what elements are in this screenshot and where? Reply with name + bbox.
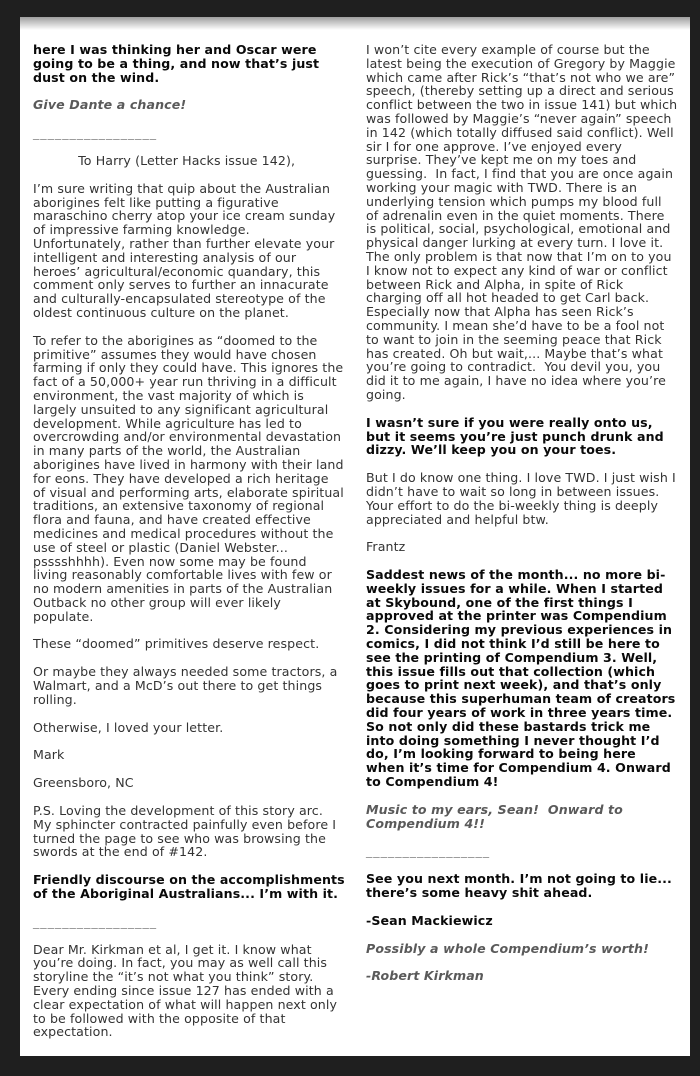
kirkman-signature: -Robert Kirkman: [366, 968, 484, 984]
editor-response-text: Friendly discourse on the accomplishments of the Aboriginal Australians... I’m with it.: [33, 872, 350, 902]
section-divider: _________________: [33, 913, 158, 929]
letter-text: These “doomed” primitives deserve respect.: [33, 636, 320, 652]
section-divider: _________________: [366, 843, 491, 859]
editor-response-text: I wasn’t sure if you were really onto us, but it seems you’re just punch drunk and dizzy. We’ll keep you on your toes.: [366, 414, 669, 458]
letter-text: Dear Mr. Kirkman et al, I get it. I know what you’re doing. In fact, you may as well call this storyline the “it’s not what you think” story. Every ending since issue 127 has ended with a clear expectation of what will happen next only to be followed with the opposite of that expectation.: [33, 941, 342, 1040]
letter-signature: Mark: [33, 747, 65, 763]
letter-postscript: P.S. Loving the development of this story arc. My sphincter contracted painfully even before I turned the page to see who was browsing the swords at the end of #142.: [33, 803, 341, 860]
right-column: [366, 42, 682, 1053]
editor-news-text: Saddest news of the month... no more bi-weekly issues for a while. When I started at Skybound, one of the first things I approved at the printer was Compendium 2. Considering my previous experiences in comics, I did not think I’d still be here to see the printing of Compendium 3. Well, this issue fills out that collection (which goes to print next week), and that’s only because this superhuman team of creators did four years of work in three years time. So not only did these bastards trick me into doing something I never thought I’d do, I’m looking forward to being here when it’s time for Compendium 4. Onward to Compendium 4!: [366, 567, 680, 790]
letter-salutation: To Harry (Letter Hacks issue 142),: [78, 152, 296, 168]
editor-response-text: here I was thinking her and Oscar were going to be a thing, and now that’s just dust on the wind.: [33, 42, 324, 85]
letter-text: Or maybe they always needed some tractors, a Walmart, and a McD’s out there to get things rolling.: [33, 664, 342, 707]
letter-text: But I do know one thing. I love TWD. I just wish I didn’t have to wait so long in between issues. Your effort to do the bi-weekly thing is deeply appreciated and helpful btw.: [366, 470, 680, 527]
letter-signature: Frantz: [366, 539, 406, 555]
letter-text: To refer to the aborigines as “doomed to the primitive” assumes they would have chosen farming if only they could have. This ignores the fact of a 50,000+ year run thriving in a difficult environment, the vast majority of which is largely unsuited to any significant agricultural development. While agriculture has led to overcrowding and/or environmental devastation in many parts of the world, the Australian aborigines have lived in harmony with their land for eons. They have developed a rich heritage of visual and performing arts, elaborate spiritual traditions, an extensive taxonomy of regional flora and fauna, and have created effective medicines and medical procedures without the use of steel or plastic (Daniel Webster... psssshhhh). Even now some may be found living reasonably comfortable lives with few or no modern amenities in parts of the Australian Outback no other group will ever likely populate.: [33, 332, 348, 624]
letter-text: Otherwise, I loved your letter.: [33, 719, 224, 735]
kirkman-comment-text: Give Dante a chance!: [33, 97, 187, 113]
editor-signature: -Sean Mackiewicz: [366, 912, 493, 928]
section-divider: _________________: [33, 125, 158, 141]
left-column: [33, 42, 350, 1053]
letter-text: I’m sure writing that quip about the Australian aborigines felt like putting a figurative maraschino cherry atop your ice cream sunday of impressive farming knowledge. Unfortunately, rather than further elevate your intelligent and interesting analysis of our heroes’ agricultural/economic quandary, this comment only serves to further an innacurate and culturally-encapsulated stereotype of the oldest continuous culture on the planet.: [33, 180, 340, 320]
letter-text: I won’t cite every example of course but the latest being the execution of Gregory by Maggie which came after Rick’s “that’s not who we are” speech, (thereby setting up a direct and serious conflict between the two in issue 141) but which was followed by Maggie’s “never again” speech in 142 (which totally diffused said conflict). Well sir I for one approve. I’ve enjoyed every surprise. They’ve kept me on my toes and guessing. In fact, I find that you are once again working your magic with TWD. There is an underlying tension which pumps my blood full of adrenalin even in the quiet moments. There is political, social, psychological, emotional and physical danger lurking at every turn. I love it. The only problem is that now that I’m on to you I know not to expect any kind of war or conflict between Rick and Alpha, in spite of Rick charging off all hot headed to get Carl back. Especially now that Alpha has seen Rick’s community. I mean she’d have to be a fool not to want to join in the seeming peace that Rick has created. Oh but wait,... Maybe that’s what you’re going to contradict. You devil you, you did it to me again, I have no idea where you’re going.: [366, 42, 682, 402]
kirkman-comment-text: Music to my ears, Sean! Onward to Compendium 4!!: [366, 801, 628, 831]
kirkman-comment-text: Possibly a whole Compendium’s worth!: [366, 940, 649, 956]
letter-location: Greensboro, NC: [33, 775, 134, 791]
letters-columns: [20, 17, 690, 1053]
editor-signoff-text: See you next month. I’m not going to lie... there’s some heavy shit ahead.: [366, 871, 677, 901]
letters-page-paper: [20, 17, 690, 1056]
